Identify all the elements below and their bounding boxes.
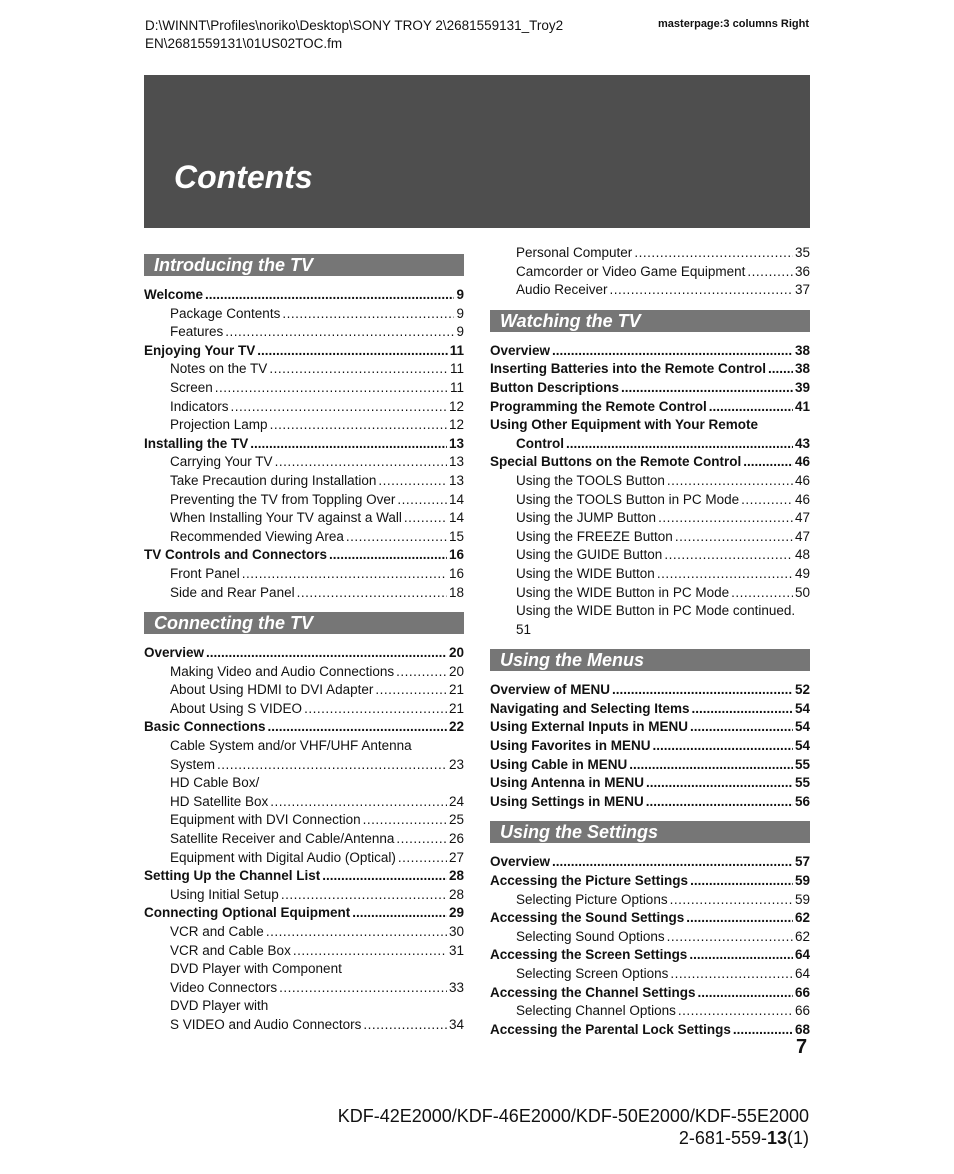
document-code-prefix: 2-681-559- [678,1128,767,1148]
section-header-watching: Watching the TV [490,310,810,332]
toc-entry[interactable]: Using the WIDE Button in PC Mode ..... 50 [490,584,810,603]
toc-column-left [144,244,464,1035]
toc-entry[interactable]: Equipment with Digital Audio (Optical) ..... 27 [144,849,464,868]
toc-entry[interactable]: Take Precaution during Installation ..... 13 [144,472,464,491]
toc-entry[interactable]: Overview of MENU ..... 52 [490,681,810,700]
section-header-menus: Using the Menus [490,649,810,671]
toc-entry-line[interactable]: DVD Player with Component [170,961,342,977]
toc-entry[interactable]: Setting Up the Channel List ..... 28 [144,867,464,886]
toc-entry[interactable]: Button Descriptions ..... 39 [490,379,810,398]
toc-entry[interactable]: Audio Receiver ..... 37 [490,281,810,300]
file-path-header [145,17,563,53]
toc-entry[interactable]: Satellite Receiver and Cable/Antenna ..... 26 [144,830,464,849]
toc-entry[interactable]: When Installing Your TV against a Wall ..... 14 [144,509,464,528]
toc-entry[interactable]: Basic Connections ..... 22 [144,718,464,737]
toc-entry[interactable]: Package Contents ..... 9 [144,305,464,324]
toc-column-right [490,244,810,1039]
toc-entry[interactable]: Using Settings in MENU ..... 56 [490,793,810,812]
toc-entry[interactable]: Overview ..... 20 [144,644,464,663]
toc-entry[interactable]: Using External Inputs in MENU ..... 54 [490,718,810,737]
toc-entry-line[interactable]: Using the WIDE Button in PC Mode continued. [516,603,796,619]
toc-entry[interactable]: Features ..... 9 [144,323,464,342]
toc-entry[interactable]: Inserting Batteries into the Remote Control ..... 38 [490,360,810,379]
page-title: Contents [174,159,313,195]
toc-entry-line[interactable]: DVD Player with [170,998,269,1014]
section-header-connecting: Connecting the TV [144,612,464,634]
toc-entry[interactable]: Notes on the TV ..... 11 [144,360,464,379]
toc-entry[interactable]: Using Cable in MENU ..... 55 [490,756,810,775]
toc-entry[interactable]: Equipment with DVI Connection ..... 25 [144,811,464,830]
file-path-line-2: EN\2681559131\01US02TOC.fm [145,36,343,51]
toc-entry[interactable]: Control ..... 43 [490,435,810,454]
toc-entry[interactable]: Using the JUMP Button ..... 47 [490,509,810,528]
section-header-introducing: Introducing the TV [144,254,464,276]
toc-entry[interactable]: Video Connectors ..... 33 [144,979,464,998]
toc-entry[interactable]: Using Initial Setup ..... 28 [144,886,464,905]
toc-entry-line[interactable]: HD Cable Box/ [170,775,260,791]
toc-entry[interactable]: Using the TOOLS Button ..... 46 [490,472,810,491]
toc-entry[interactable]: Making Video and Audio Connections ..... 20 [144,663,464,682]
document-code [679,1128,809,1149]
toc-entry-line[interactable]: Cable System and/or VHF/UHF Antenna [170,738,412,754]
toc-entry[interactable]: Using the WIDE Button ..... 49 [490,565,810,584]
toc-entry[interactable]: S VIDEO and Audio Connectors ..... 34 [144,1016,464,1035]
toc-entry[interactable]: Accessing the Parental Lock Settings ..... 68 [490,1021,810,1040]
toc-entry[interactable]: Using Favorites in MENU ..... 54 [490,737,810,756]
toc-entry[interactable]: Installing the TV ..... 13 [144,435,464,454]
toc-entry[interactable]: Selecting Sound Options ..... 62 [490,928,810,947]
toc-entry[interactable]: Enjoying Your TV ..... 11 [144,342,464,361]
contents-banner [144,75,810,228]
toc-entry[interactable]: Recommended Viewing Area ..... 15 [144,528,464,547]
toc-entry[interactable]: About Using S VIDEO ..... 21 [144,700,464,719]
toc-entry[interactable]: Indicators ..... 12 [144,398,464,417]
toc-entry[interactable]: TV Controls and Connectors ..... 16 [144,546,464,565]
toc-entry[interactable]: Side and Rear Panel ..... 18 [144,584,464,603]
toc-entry[interactable]: Welcome ..... 9 [144,286,464,305]
page-number: 7 [796,1036,808,1058]
toc-entry[interactable]: Selecting Channel Options ..... 66 [490,1002,810,1021]
toc-entry[interactable]: HD Satellite Box ..... 24 [144,793,464,812]
toc-entry-line[interactable]: 51 [516,621,532,637]
toc-entry[interactable]: VCR and Cable Box ..... 31 [144,942,464,961]
document-code-revision: 13 [766,1128,787,1148]
toc-entry[interactable]: Accessing the Sound Settings ..... 62 [490,909,810,928]
toc-entry[interactable]: Front Panel ..... 16 [144,565,464,584]
toc-entry[interactable]: Preventing the TV from Toppling Over ..... 14 [144,491,464,510]
toc-entry[interactable]: Accessing the Screen Settings ..... 64 [490,946,810,965]
toc-entry[interactable]: Connecting Optional Equipment ..... 29 [144,904,464,923]
document-code-suffix: (1) [787,1128,809,1148]
file-path-line-1: D:\WINNT\Profiles\noriko\Desktop\SONY TROY 2\2681559131_Troy2 [145,18,564,33]
toc-entry[interactable]: Carrying Your TV ..... 13 [144,453,464,472]
toc-entry[interactable]: Overview ..... 38 [490,342,810,361]
toc-entry[interactable]: Using the FREEZE Button ..... 47 [490,528,810,547]
toc-entry[interactable]: Using Antenna in MENU ..... 55 [490,774,810,793]
toc-entry[interactable]: Personal Computer ..... 35 [490,244,810,263]
toc-entry[interactable]: Using the TOOLS Button in PC Mode ..... 46 [490,491,810,510]
toc-entry[interactable]: Using the GUIDE Button ..... 48 [490,546,810,565]
toc-entry[interactable]: Projection Lamp ..... 12 [144,416,464,435]
toc-entry[interactable]: Overview ..... 57 [490,853,810,872]
toc-entry[interactable]: VCR and Cable ..... 30 [144,923,464,942]
toc-entry[interactable]: Programming the Remote Control ..... 41 [490,398,810,417]
toc-entry[interactable]: Camcorder or Video Game Equipment ..... 36 [490,263,810,282]
model-numbers: KDF-42E2000/KDF-46E2000/KDF-50E2000/KDF-55E2000 [337,1106,809,1126]
toc-entry[interactable]: Screen ..... 11 [144,379,464,398]
toc-entry[interactable]: Navigating and Selecting Items ..... 54 [490,700,810,719]
masterpage-label: masterpage:3 columns Right [658,18,809,30]
toc-entry[interactable]: Selecting Picture Options ..... 59 [490,891,810,910]
toc-entry[interactable]: Special Buttons on the Remote Control ..... 46 [490,453,810,472]
toc-entry[interactable]: System ..... 23 [144,756,464,775]
toc-entry[interactable]: About Using HDMI to DVI Adapter ..... 21 [144,681,464,700]
toc-entry-line[interactable]: Using Other Equipment with Your Remote [490,417,759,433]
toc-entry[interactable]: Accessing the Channel Settings ..... 66 [490,984,810,1003]
section-header-settings: Using the Settings [490,821,810,843]
toc-entry[interactable]: Accessing the Picture Settings ..... 59 [490,872,810,891]
toc-entry[interactable]: Selecting Screen Options ..... 64 [490,965,810,984]
